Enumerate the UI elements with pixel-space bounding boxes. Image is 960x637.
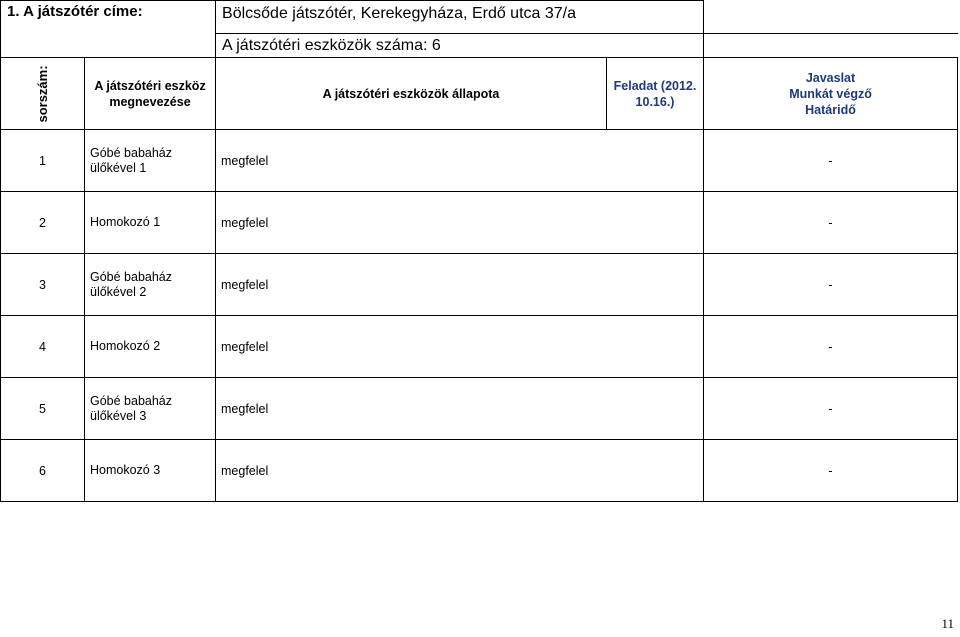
row-number: 1 (1, 130, 85, 192)
table-row (1, 192, 958, 254)
equipment-state: megfelel (216, 254, 704, 316)
sorszam-label: sorszám: (34, 64, 50, 123)
playground-location: Bölcsőde játszótér, Kerekegyháza, Erdő utca 37/a (216, 1, 704, 34)
row-number: 4 (1, 316, 85, 378)
equipment-name: Góbé babaház ülőkével 3 (85, 378, 216, 440)
column-header-suggestion (704, 58, 958, 130)
table-row (1, 440, 958, 502)
table-row (1, 130, 958, 192)
row-number: 6 (1, 440, 85, 502)
equipment-name: Góbé babaház ülőkével 2 (85, 254, 216, 316)
equipment-state: megfelel (216, 440, 704, 502)
column-header-state: A játszótéri eszközök állapota (216, 58, 607, 130)
name-header-line1: A játszótéri eszköz (94, 78, 206, 93)
task-header-line2: 10.16.) (635, 94, 675, 109)
equipment-count: A játszótéri eszközök száma: 6 (216, 34, 704, 58)
name-header-line2: megnevezése (109, 94, 191, 109)
page-number: 11 (941, 616, 954, 631)
equipment-suggestion: - (704, 254, 958, 316)
equipment-suggestion: - (704, 378, 958, 440)
equipment-suggestion: - (704, 130, 958, 192)
row-number: 5 (1, 378, 85, 440)
equipment-suggestion: - (704, 316, 958, 378)
equipment-state: megfelel (216, 316, 704, 378)
table-row (1, 378, 958, 440)
equipment-name: Homokozó 1 (85, 192, 216, 254)
column-header-name (85, 58, 216, 130)
sugg-header-line2: Munkát végző (789, 86, 872, 101)
playground-title-label: 1. A játszótér címe: (1, 1, 216, 58)
column-header-task (607, 58, 704, 130)
equipment-state: megfelel (216, 192, 704, 254)
row-number: 3 (1, 254, 85, 316)
table-row (1, 254, 958, 316)
equipment-state: megfelel (216, 378, 704, 440)
empty-header-cell (704, 34, 958, 58)
sugg-header-line1: Javaslat (805, 70, 856, 85)
equipment-state: megfelel (216, 130, 704, 192)
equipment-suggestion: - (704, 192, 958, 254)
equipment-name: Góbé babaház ülőkével 1 (85, 130, 216, 192)
empty-header-cell (704, 1, 958, 34)
equipment-name: Homokozó 2 (85, 316, 216, 378)
table-row (1, 316, 958, 378)
equipment-suggestion: - (704, 440, 958, 502)
equipment-name: Homokozó 3 (85, 440, 216, 502)
task-header-line1: Feladat (2012. (613, 78, 697, 93)
sugg-header-line3: Határidő (805, 102, 856, 117)
row-number: 2 (1, 192, 85, 254)
column-header-sorszam (1, 58, 85, 130)
